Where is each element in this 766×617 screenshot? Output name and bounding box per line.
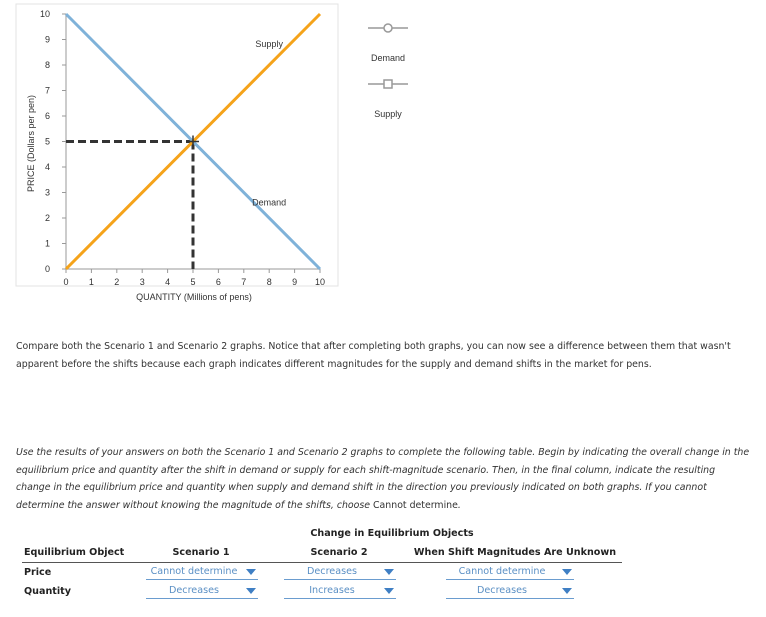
y-tick-label: 9: [44, 34, 50, 45]
quantity-scenario-2-value: Increases: [309, 585, 355, 596]
price-scenario-1-dropdown[interactable]: [146, 565, 258, 580]
quantity-unknown-dropdown[interactable]: [446, 584, 574, 599]
quantity-scenario-2-dropdown[interactable]: [284, 584, 396, 599]
instruction-choice: Cannot determine: [373, 499, 458, 511]
price-scenario-1-value: Cannot determine: [150, 566, 238, 577]
x-tick-label: 7: [241, 277, 247, 287]
x-tick-label: 6: [215, 277, 221, 287]
y-tick-label: 5: [44, 136, 50, 147]
chevron-down-icon: [246, 569, 256, 575]
header-divider: [22, 562, 622, 563]
price-unknown-value: Cannot determine: [458, 566, 546, 577]
header-scenario-1: Scenario 1: [172, 547, 230, 558]
row-label-quantity: Quantity: [24, 586, 72, 597]
legend-label: Demand: [370, 53, 406, 63]
price-unknown-dropdown[interactable]: [446, 565, 574, 580]
legend-square-icon: [384, 80, 392, 88]
x-tick-label: 5: [190, 277, 196, 287]
legend-circle-icon: [384, 24, 392, 32]
x-tick-label: 0: [63, 277, 69, 287]
y-tick-label: 6: [44, 111, 50, 121]
instruction-paragraph-2: [16, 444, 751, 514]
supply-curve-label: Supply: [255, 39, 283, 50]
x-tick-label: 4: [165, 277, 171, 287]
y-tick-label: 8: [44, 60, 50, 70]
x-tick-label: 2: [114, 277, 120, 287]
y-tick-label: 2: [44, 213, 50, 223]
legend-label: Supply: [374, 109, 402, 119]
x-axis-label: QUANTITY (Millions of pens): [136, 292, 252, 302]
header-equilibrium-object: Equilibrium Object: [24, 547, 125, 558]
header-unknown-magnitudes: When Shift Magnitudes Are Unknown: [413, 547, 617, 558]
chevron-down-icon: [384, 569, 394, 575]
x-tick-label: 9: [292, 277, 298, 287]
header-scenario-2: Scenario 2: [310, 547, 368, 558]
chevron-down-icon: [562, 588, 572, 594]
chevron-down-icon: [562, 569, 572, 575]
row-label-price: Price: [24, 567, 52, 578]
instruction-paragraph-1: Compare both the Scenario 1 and Scenario 2 graphs. Notice that after completing both graphs, you can now see a difference between them that wasn't apparent before the shifts because each graph indicates different magnitudes for the supply and demand shifts in the market for pens.: [16, 341, 731, 370]
y-tick-label: 10: [39, 9, 50, 19]
y-tick-label: 1: [44, 238, 50, 249]
x-tick-label: 1: [88, 277, 94, 287]
instruction-end: .: [457, 499, 461, 511]
chevron-down-icon: [384, 588, 394, 594]
quantity-unknown-value: Decreases: [477, 585, 527, 596]
demand-curve-label: Demand: [252, 197, 287, 208]
price-scenario-2-dropdown[interactable]: [284, 565, 396, 580]
y-axis-label: PRICE (Dollars per pen): [26, 94, 36, 193]
table-caption: Change in Equilibrium Objects: [310, 528, 474, 539]
price-scenario-2-value: Decreases: [307, 566, 357, 577]
legend: [368, 24, 408, 119]
chevron-down-icon: [246, 588, 256, 594]
quantity-scenario-1-dropdown[interactable]: [146, 584, 258, 599]
instruction-main: Use the results of your answers on both the Scenario 1 and Scenario 2 graphs to complete the following table. Begin by indicating the overall change in the equilibrium price and quantity after the shift in demand or supply for each shift-magnitude scenario. Then, in the final column, indicate the resulting change in the equilibrium price and quantity when supply and demand shift in the direction you previously indicated on both graphs. If you cannot determine the answer without knowing the magnitude of the shifts, choose: [16, 447, 750, 511]
x-tick-label: 10: [314, 277, 326, 287]
quantity-scenario-1-value: Decreases: [169, 585, 219, 596]
y-tick-label: 0: [44, 264, 50, 274]
y-tick-label: 3: [44, 187, 50, 198]
y-tick-label: 4: [44, 162, 50, 172]
x-tick-label: 3: [139, 277, 145, 287]
y-tick-label: 7: [44, 85, 50, 96]
x-tick-label: 8: [266, 277, 272, 287]
